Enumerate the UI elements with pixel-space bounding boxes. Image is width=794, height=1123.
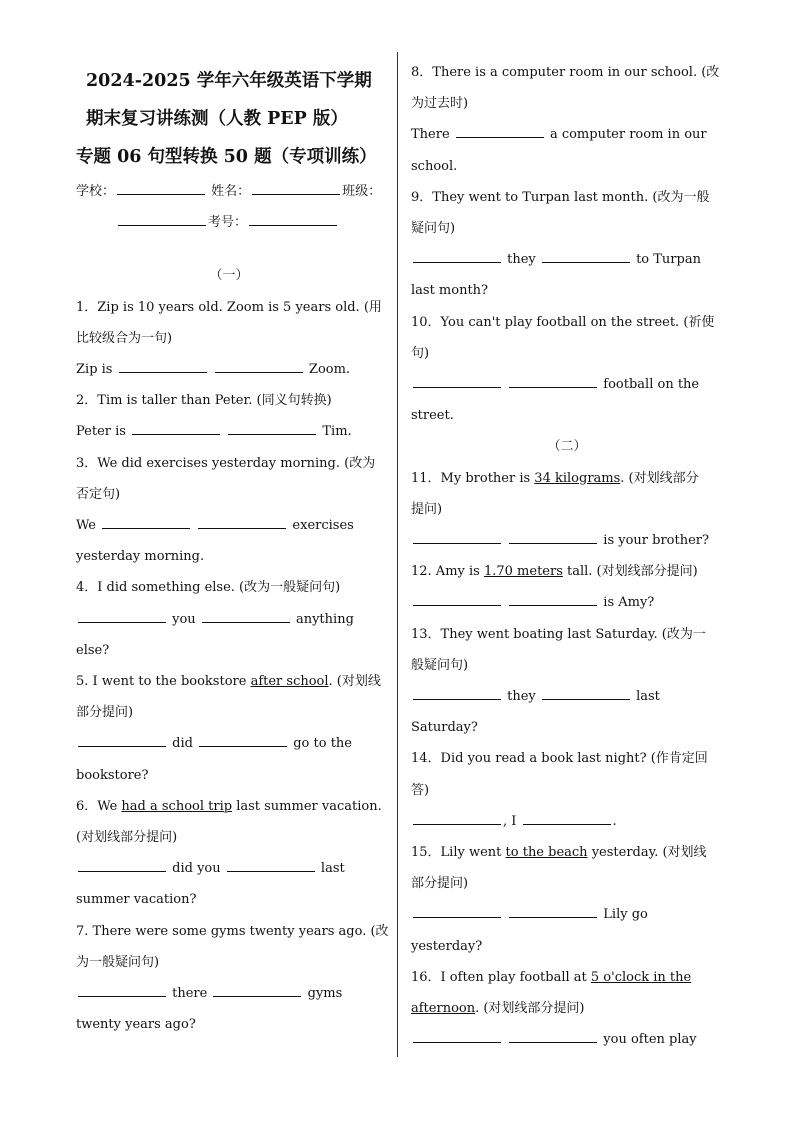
answer-12: is Amy? bbox=[411, 587, 723, 618]
answer-blank[interactable] bbox=[509, 1029, 597, 1043]
question-10: 10．You can't play football on the street. (祈使 bbox=[411, 314, 715, 330]
question-5: 5. I went to the bookstore after school. (对划线 bbox=[76, 674, 381, 690]
exam-no-field[interactable] bbox=[249, 212, 337, 226]
question-4: 4．I did something else. (改为一般疑问句) bbox=[76, 580, 341, 596]
answer-2: Peter is Tim. bbox=[76, 416, 382, 447]
underlined-phrase: 5 o'clock in the bbox=[590, 969, 692, 985]
answer-blank[interactable] bbox=[509, 530, 597, 544]
question-12: 12. Amy is 1.70 meters tall. (对划线部分提问) bbox=[411, 564, 698, 580]
section-heading-one: （一） bbox=[209, 268, 249, 284]
underlined-phrase: 34 kilograms bbox=[534, 470, 621, 486]
answer-15: Lily go bbox=[411, 899, 723, 930]
question-1: 1．Zip is 10 years old. Zoom is 5 years old. (用 bbox=[76, 299, 382, 315]
answer-11: is your brother? bbox=[411, 525, 723, 556]
question-3-cont: 否定句) bbox=[76, 486, 121, 502]
underlined-phrase: 1.70 meters bbox=[483, 564, 563, 580]
question-8: 8．There is a computer room in our school. (改 bbox=[411, 65, 720, 80]
answer-16: you often play bbox=[411, 1024, 723, 1055]
question-2: 2．Tim is taller than Peter. (同义句转换) bbox=[76, 393, 332, 409]
answer-blank[interactable] bbox=[199, 733, 287, 747]
answer-blank[interactable] bbox=[202, 609, 290, 623]
answer-7-cont: twenty years ago? bbox=[76, 1017, 196, 1033]
question-6: 6．We had a school trip last summer vacation. bbox=[76, 798, 382, 814]
answer-1: Zip is Zoom. bbox=[76, 354, 382, 385]
student-info-row-2 bbox=[76, 207, 382, 238]
answer-4-cont: else? bbox=[76, 642, 110, 658]
question-6-cont: (对划线部分提问) bbox=[76, 830, 178, 846]
answer-8-cont: school. bbox=[411, 158, 458, 174]
answer-blank[interactable] bbox=[132, 421, 220, 435]
answer-blank[interactable] bbox=[227, 858, 315, 872]
answer-blank[interactable] bbox=[78, 983, 166, 997]
question-7-cont: 为一般疑问句) bbox=[76, 954, 160, 970]
answer-blank[interactable] bbox=[198, 515, 286, 529]
answer-3-cont: yesterday morning. bbox=[76, 549, 205, 565]
class-field[interactable] bbox=[118, 212, 206, 226]
answer-blank[interactable] bbox=[413, 249, 501, 263]
underlined-phrase: had a school trip bbox=[121, 798, 233, 814]
column-divider bbox=[397, 52, 398, 1057]
question-8-cont: 为过去时) bbox=[411, 96, 469, 112]
name-field[interactable] bbox=[252, 181, 340, 195]
underlined-phrase: afternoon bbox=[411, 1001, 476, 1017]
question-15: 15．Lily went to the beach yesterday. (对划线 bbox=[411, 845, 707, 861]
answer-9: they to Turpan bbox=[411, 244, 723, 275]
question-7: 7. There were some gyms twenty years ago. (改 bbox=[76, 923, 389, 939]
question-5-cont: 部分提问) bbox=[76, 705, 134, 721]
title-line-1: 2024-2025 学年六年级英语下学期 bbox=[86, 71, 372, 91]
answer-blank[interactable] bbox=[413, 686, 501, 700]
answer-blank[interactable] bbox=[413, 530, 501, 544]
answer-blank[interactable] bbox=[413, 904, 501, 918]
question-9-cont: 疑问句) bbox=[411, 221, 456, 237]
underlined-phrase: to the beach bbox=[505, 845, 588, 861]
question-9: 9．They went to Turpan last month. (改为一般 bbox=[411, 189, 710, 205]
question-11: 11．My brother is 34 kilograms. (对划线部分 bbox=[411, 470, 699, 486]
answer-7: there gyms bbox=[76, 978, 382, 1009]
school-label: 学校： bbox=[76, 184, 116, 199]
section-heading-two: （二） bbox=[547, 439, 587, 455]
answer-blank[interactable] bbox=[413, 811, 501, 825]
question-15-cont: 部分提问) bbox=[411, 876, 469, 892]
answer-blank[interactable] bbox=[228, 421, 316, 435]
question-10-cont: 句) bbox=[411, 345, 430, 361]
answer-4: you anything bbox=[76, 604, 382, 635]
answer-blank[interactable] bbox=[542, 686, 630, 700]
answer-15-cont: yesterday? bbox=[411, 938, 483, 954]
answer-blank[interactable] bbox=[413, 1029, 501, 1043]
answer-13: they last bbox=[411, 681, 723, 712]
question-11-cont: 提问) bbox=[411, 501, 443, 517]
answer-blank[interactable] bbox=[78, 609, 166, 623]
answer-5: did go to the bbox=[76, 728, 382, 759]
answer-10: football on the bbox=[411, 369, 723, 400]
student-info-row-1 bbox=[76, 176, 382, 207]
answer-blank[interactable] bbox=[523, 811, 611, 825]
question-1-cont: 比较级合为一句) bbox=[76, 330, 173, 346]
answer-blank[interactable] bbox=[509, 592, 597, 606]
answer-blank[interactable] bbox=[213, 983, 301, 997]
answer-3: We exercises bbox=[76, 510, 382, 541]
answer-10-cont: street. bbox=[411, 408, 454, 424]
title-line-3: 专题 06 句型转换 50 题（专项训练） bbox=[76, 147, 377, 167]
answer-blank[interactable] bbox=[542, 249, 630, 263]
question-13: 13．They went boating last Saturday. (改为一 bbox=[411, 626, 706, 642]
school-field[interactable] bbox=[117, 181, 205, 195]
question-16: 16．I often play football at 5 o'clock in the bbox=[411, 969, 692, 985]
answer-blank[interactable] bbox=[215, 359, 303, 373]
exam-no-label: 考号： bbox=[208, 215, 248, 231]
answer-blank[interactable] bbox=[456, 124, 544, 138]
question-16-cont: afternoon. (对划线部分提问) bbox=[411, 1001, 585, 1017]
question-14: 14．Did you read a book last night? (作肯定回 bbox=[411, 751, 708, 767]
answer-blank[interactable] bbox=[509, 904, 597, 918]
answer-blank[interactable] bbox=[78, 858, 166, 872]
question-13-cont: 般疑问句) bbox=[411, 657, 469, 673]
answer-13-cont: Saturday? bbox=[411, 720, 478, 736]
question-3: 3．We did exercises yesterday morning. (改为 bbox=[76, 455, 376, 471]
answer-blank[interactable] bbox=[413, 592, 501, 606]
left-column bbox=[76, 60, 389, 1040]
answer-blank[interactable] bbox=[102, 515, 190, 529]
answer-8: There a computer room in our bbox=[411, 119, 723, 150]
underlined-phrase: after school bbox=[250, 674, 329, 690]
answer-5-cont: bookstore? bbox=[76, 767, 149, 783]
answer-14: , I . bbox=[411, 806, 723, 837]
answer-blank[interactable] bbox=[119, 359, 207, 373]
answer-blank[interactable] bbox=[78, 733, 166, 747]
name-label: 姓名： bbox=[211, 184, 251, 199]
answer-9-cont: last month? bbox=[411, 283, 489, 299]
answer-6-cont: summer vacation? bbox=[76, 892, 197, 908]
right-column bbox=[411, 57, 723, 1056]
question-14-cont: 答) bbox=[411, 782, 430, 798]
class-label: 班级： bbox=[342, 184, 382, 199]
answer-blank[interactable] bbox=[509, 374, 597, 388]
answer-blank[interactable] bbox=[413, 374, 501, 388]
answer-6: did you last bbox=[76, 853, 382, 884]
title-line-2: 期末复习讲练测（人教 PEP 版） bbox=[86, 109, 348, 129]
